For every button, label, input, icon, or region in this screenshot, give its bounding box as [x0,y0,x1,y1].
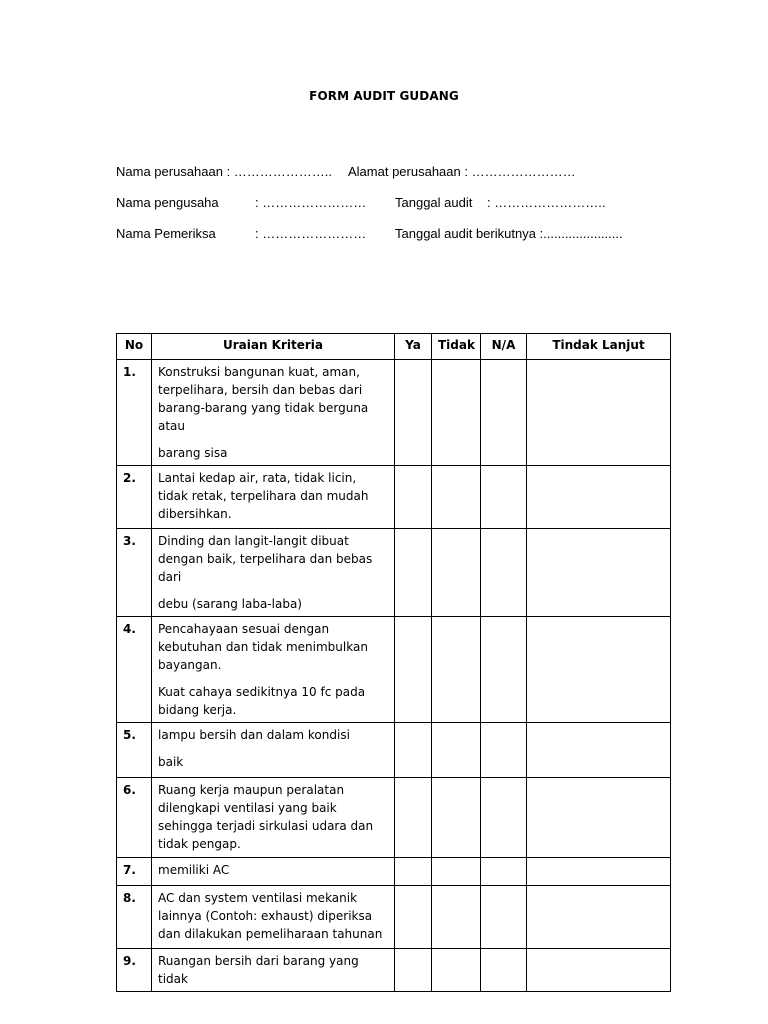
criteria-cell [152,778,395,858]
ya-cell[interactable] [395,886,432,949]
table-row [117,778,671,858]
criteria-cell [152,466,395,529]
criteria-text: Dinding dan langit-langit dibuat dengan baik, terpelihara dan bebas dari [158,534,373,584]
header-na: N/A [481,334,527,360]
ya-cell[interactable] [395,778,432,858]
criteria-text: memiliki AC [158,863,230,877]
criteria-text: Ruang kerja maupun peralatan dilengkapi ventilasi yang baik sehingga terjadi sirkulasi udara dan tidak pengap. [158,783,374,851]
tindak-lanjut-cell[interactable] [527,529,671,617]
tidak-cell[interactable] [432,949,481,992]
na-cell[interactable] [481,949,527,992]
criteria-cell [152,886,395,949]
header-ya: Ya [395,334,432,360]
tanggal-audit-berikutnya-field: Tanggal audit berikutnya :...................... [395,226,623,241]
row-number: 2. [117,466,152,529]
criteria-cell [152,360,395,466]
criteria-text: debu (sarang laba-laba) [158,597,302,611]
na-cell[interactable] [481,723,527,778]
nama-pengusaha-label: Nama pengusaha [116,195,219,210]
tindak-lanjut-cell[interactable] [527,858,671,886]
ya-cell[interactable] [395,466,432,529]
row-number: 5. [117,723,152,778]
table-row [117,858,671,886]
ya-cell[interactable] [395,858,432,886]
table-row [117,360,671,466]
tidak-cell[interactable] [432,858,481,886]
nama-pemeriksa-label: Nama Pemeriksa [116,226,216,241]
criteria-text: Pencahayaan sesuai dengan kebutuhan dan tidak menimbulkan bayangan. [158,622,368,672]
criteria-text: AC dan system ventilasi mekanik lainnya (Contoh: exhaust) diperiksa dan dilakukan pemeliharaan tahunan [158,891,383,941]
row-number: 3. [117,529,152,617]
row-number: 9. [117,949,152,992]
criteria-text: baik [158,755,184,769]
criteria-text: Ruangan bersih dari barang yang tidak [158,954,359,986]
row-number: 8. [117,886,152,949]
tindak-lanjut-cell[interactable] [527,466,671,529]
tidak-cell[interactable] [432,466,481,529]
ya-cell[interactable] [395,617,432,723]
tidak-cell[interactable] [432,778,481,858]
header-tidak: Tidak [432,334,481,360]
ya-cell[interactable] [395,360,432,466]
table-row [117,466,671,529]
tanggal-audit-value: : …………………….. [487,195,606,210]
header-no: No [117,334,152,360]
criteria-cell [152,949,395,992]
row-number: 7. [117,858,152,886]
tidak-cell[interactable] [432,886,481,949]
header-tindak-lanjut: Tindak Lanjut [527,334,671,360]
table-row [117,723,671,778]
na-cell[interactable] [481,466,527,529]
criteria-text: barang sisa [158,446,228,460]
form-title: FORM AUDIT GUDANG [309,89,459,103]
tanggal-audit-label: Tanggal audit [395,195,473,210]
tidak-cell[interactable] [432,723,481,778]
ya-cell[interactable] [395,529,432,617]
na-cell[interactable] [481,529,527,617]
nama-perusahaan-field: Nama perusahaan : ………………….. [116,164,333,179]
alamat-perusahaan-field: Alamat perusahaan : …………………… [348,164,576,179]
row-number: 1. [117,360,152,466]
table-header-row [117,334,671,360]
table-row [117,617,671,723]
row-number: 6. [117,778,152,858]
na-cell[interactable] [481,858,527,886]
ya-cell[interactable] [395,723,432,778]
criteria-text: Konstruksi bangunan kuat, aman, terpelihara, bersih dan bebas dari barang-barang yang tidak berguna atau [158,365,369,433]
tidak-cell[interactable] [432,360,481,466]
table-row [117,949,671,992]
table-row [117,529,671,617]
tindak-lanjut-cell[interactable] [527,778,671,858]
nama-pemeriksa-value: : …………………… [255,226,367,241]
nama-pengusaha-value: : …………………… [255,195,367,210]
criteria-text: lampu bersih dan dalam kondisi [158,728,350,742]
criteria-text: Kuat cahaya sedikitnya 10 fc pada bidang kerja. [158,685,366,717]
row-number: 4. [117,617,152,723]
na-cell[interactable] [481,360,527,466]
na-cell[interactable] [481,617,527,723]
table-row [117,886,671,949]
tindak-lanjut-cell[interactable] [527,723,671,778]
tindak-lanjut-cell[interactable] [527,949,671,992]
criteria-cell [152,617,395,723]
na-cell[interactable] [481,886,527,949]
tidak-cell[interactable] [432,529,481,617]
tidak-cell[interactable] [432,617,481,723]
audit-table [116,333,671,992]
na-cell[interactable] [481,778,527,858]
tindak-lanjut-cell[interactable] [527,886,671,949]
criteria-cell [152,529,395,617]
criteria-text: Lantai kedap air, rata, tidak licin, tidak retak, terpelihara dan mudah dibersihkan. [158,471,369,521]
tindak-lanjut-cell[interactable] [527,360,671,466]
tindak-lanjut-cell[interactable] [527,617,671,723]
header-uraian-kriteria: Uraian Kriteria [152,334,395,360]
ya-cell[interactable] [395,949,432,992]
criteria-cell [152,858,395,886]
criteria-cell [152,723,395,778]
